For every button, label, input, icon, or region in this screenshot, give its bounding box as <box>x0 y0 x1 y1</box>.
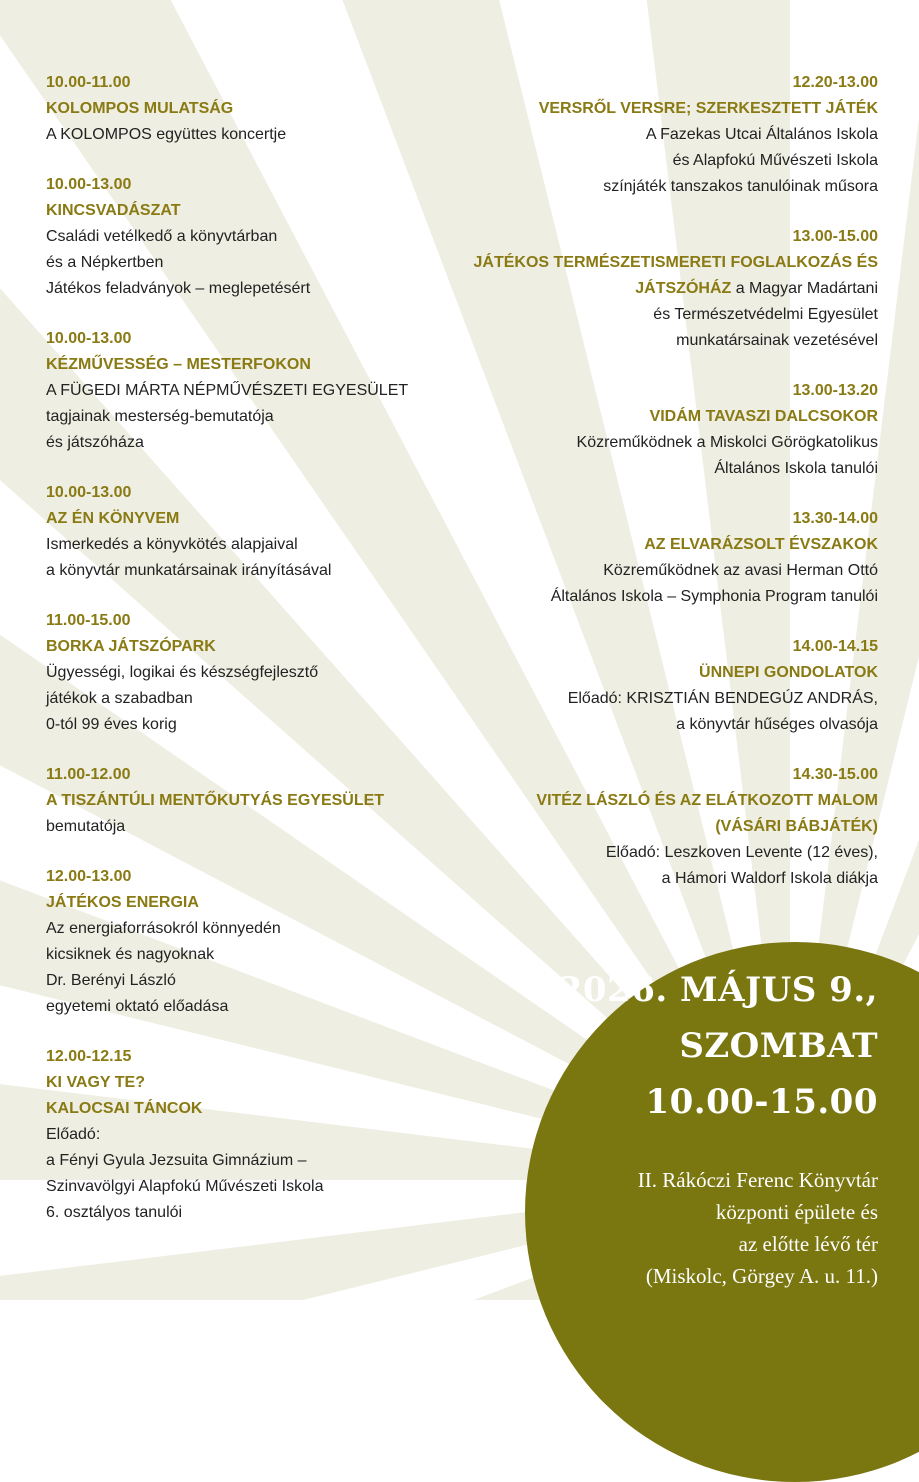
event-title-line <box>438 276 878 302</box>
venue-line: az előtte lévő tér <box>738 1232 878 1256</box>
event-description: és Természetvédelmi Egyesület <box>653 306 878 323</box>
schedule-item <box>46 480 446 584</box>
event-day: SZOMBAT <box>679 1026 878 1066</box>
event-description: tagjainak mesterség-bemutatója <box>46 408 274 425</box>
event-description: kicsiknek és nagyoknak <box>46 946 215 963</box>
event-time: 12.00-12.15 <box>46 1048 132 1065</box>
event-description: a Magyar Madártani <box>731 280 878 297</box>
event-description: Szinvavölgyi Alapfokú Művészeti Iskola <box>46 1178 324 1195</box>
event-description: Az energiaforrásokról könnyedén <box>46 920 281 937</box>
event-title: VITÉZ LÁSZLÓ ÉS AZ ELÁTKOZOTT MALOM <box>536 792 878 809</box>
schedule-item <box>46 70 446 148</box>
event-description: 0-tól 99 éves korig <box>46 716 177 733</box>
venue-line: II. Rákóczi Ferenc Könyvtár <box>637 1168 878 1192</box>
schedule-item <box>46 864 446 1020</box>
event-description: Dr. Berényi László <box>46 972 176 989</box>
schedule-item <box>46 326 446 456</box>
event-title: JÁTÉKOS ENERGIA <box>46 894 199 911</box>
schedule-item <box>46 608 446 738</box>
event-description: a könyvtár hűséges olvasója <box>676 716 878 733</box>
event-title: AZ ELVARÁZSOLT ÉVSZAKOK <box>644 536 878 553</box>
event-description: Előadó: KRISZTIÁN BENDEGÚZ ANDRÁS, <box>567 690 878 707</box>
event-description: Ügyességi, logikai és készségfejlesztő <box>46 664 319 681</box>
event-description: Közreműködnek a Miskolci Görögkatolikus <box>576 434 878 451</box>
event-time: 10.00-13.00 <box>46 484 132 501</box>
event-description: a könyvtár munkatársainak irányításával <box>46 562 332 579</box>
left-column <box>46 70 446 1250</box>
schedule-item <box>438 70 878 200</box>
event-description: Előadó: Leszkoven Levente (12 éves), <box>605 844 878 861</box>
event-description: a Fényi Gyula Jezsuita Gimnázium – <box>46 1152 307 1169</box>
event-title: KINCSVADÁSZAT <box>46 202 181 219</box>
event-time: 14.30-15.00 <box>792 766 878 783</box>
event-description: Közreműködnek az avasi Herman Ottó <box>603 562 878 579</box>
schedule-item <box>438 224 878 354</box>
schedule-item <box>438 762 878 892</box>
event-description: bemutatója <box>46 818 126 835</box>
event-title: AZ ÉN KÖNYVEM <box>46 510 180 527</box>
event-description: Ismerkedés a könyvkötés alapjaival <box>46 536 298 553</box>
schedule-item <box>46 762 446 840</box>
event-time: 13.30-14.00 <box>792 510 878 527</box>
event-description: Általános Iskola – Symphonia Program tanulói <box>550 588 878 605</box>
event-time: 10.00-13.00 <box>46 330 132 347</box>
event-time: 12.20-13.00 <box>792 74 878 91</box>
event-time: 13.00-13.20 <box>792 382 878 399</box>
event-description: Előadó: <box>46 1126 101 1143</box>
event-description: A KOLOMPOS együttes koncertje <box>46 126 287 143</box>
event-title: KI VAGY TE? <box>46 1074 145 1091</box>
event-hours: 10.00-15.00 <box>645 1082 878 1122</box>
event-title: JÁTSZÓHÁZ <box>635 280 732 297</box>
event-title: (VÁSÁRI BÁBJÁTÉK) <box>715 818 878 835</box>
event-description: színjáték tanszakos tanulóinak műsora <box>603 178 878 195</box>
event-title: VIDÁM TAVASZI DALCSOKOR <box>649 408 878 425</box>
event-time: 10.00-11.00 <box>46 74 131 91</box>
event-description: munkatársainak vezetésével <box>676 332 878 349</box>
event-time: 13.00-15.00 <box>792 228 878 245</box>
schedule-item <box>438 378 878 482</box>
event-description: a Hámori Waldorf Iskola diákja <box>661 870 878 887</box>
event-title: JÁTÉKOS TERMÉSZETISMERETI FOGLALKOZÁS ÉS <box>473 254 878 271</box>
event-description: játékok a szabadban <box>46 690 193 707</box>
event-description: egyetemi oktató előadása <box>46 998 229 1015</box>
event-description: Játékos feladványok – meglepetésért <box>46 280 311 297</box>
event-time: 11.00-12.00 <box>46 766 131 783</box>
venue-line: (Miskolc, Görgey A. u. 11.) <box>645 1264 878 1288</box>
venue-line: központi épülete és <box>715 1200 878 1224</box>
schedule-item <box>46 172 446 302</box>
date-block <box>559 962 878 1292</box>
event-date: 2026. MÁJUS 9., <box>558 970 878 1010</box>
venue <box>559 1164 878 1292</box>
event-title: VERSRŐL VERSRE; SZERKESZTETT JÁTÉK <box>538 100 878 117</box>
event-time: 10.00-13.00 <box>46 176 132 193</box>
event-time: 11.00-15.00 <box>46 612 131 629</box>
event-description: 6. osztályos tanulói <box>46 1204 183 1221</box>
event-description: Általános Iskola tanulói <box>714 460 878 477</box>
event-description: és a Népkertben <box>46 254 164 271</box>
event-description: Családi vetélkedő a könyvtárban <box>46 228 278 245</box>
event-time: 14.00-14.15 <box>792 638 878 655</box>
schedule-item <box>438 634 878 738</box>
event-title: KALOCSAI TÁNCOK <box>46 1100 203 1117</box>
event-description: A Fazekas Utcai Általános Iskola <box>645 126 878 143</box>
event-description: és Alapfokú Művészeti Iskola <box>672 152 878 169</box>
event-description: és játszóháza <box>46 434 144 451</box>
right-column <box>438 70 878 916</box>
schedule-item <box>438 506 878 610</box>
event-time: 12.00-13.00 <box>46 868 132 885</box>
event-description: A FÜGEDI MÁRTA NÉPMŰVÉSZETI EGYESÜLET <box>46 382 409 399</box>
event-title: ÜNNEPI GONDOLATOK <box>699 664 878 681</box>
event-title: KOLOMPOS MULATSÁG <box>46 100 234 117</box>
event-title: A TISZÁNTÚLI MENTŐKUTYÁS EGYESÜLET <box>46 792 385 809</box>
event-title: BORKA JÁTSZÓPARK <box>46 638 216 655</box>
schedule-item <box>46 1044 446 1226</box>
event-title: KÉZMŰVESSÉG – MESTERFOKON <box>46 356 311 373</box>
